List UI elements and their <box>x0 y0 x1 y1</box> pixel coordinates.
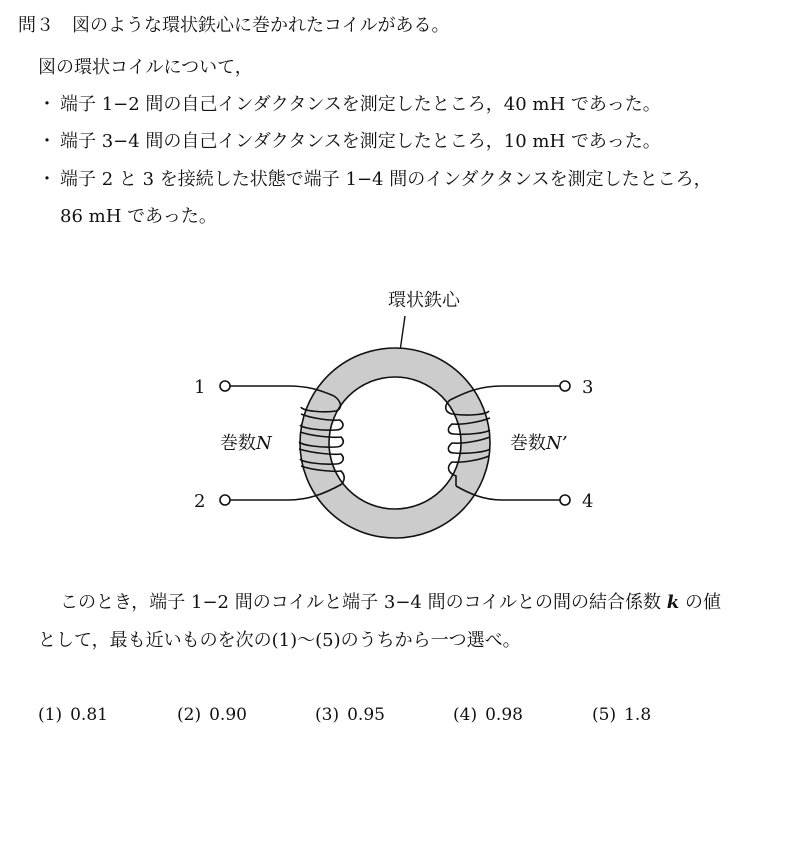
bullet-item-3-continuation: 86 mH であった。 <box>60 206 217 227</box>
choice-4[interactable] <box>453 703 523 727</box>
terminal-label-1: 1 <box>194 377 206 398</box>
choice-number: (1) <box>38 705 63 725</box>
choice-number: (5) <box>592 705 617 725</box>
choice-number: (4) <box>453 705 478 725</box>
terminal-1 <box>220 381 230 391</box>
bullet-text-1: 端子 1−2 間の自己インダクタンスを測定したところ，40 mH であった。 <box>60 94 661 115</box>
bullet-item-1 <box>38 93 661 117</box>
terminal-4 <box>560 495 570 505</box>
choice-value: 0.90 <box>209 705 247 725</box>
bullet-mark: ・ <box>38 94 56 115</box>
bullet-mark: ・ <box>38 131 56 152</box>
bullet-item-2 <box>38 130 661 154</box>
coupling-coefficient-var: k <box>666 592 680 613</box>
left-turns-text: 巻数 <box>220 433 256 454</box>
bullet-text-3: 端子 2 と 3 を接続した状態で端子 1−4 間のインダクタンスを測定したところ， <box>60 169 712 190</box>
choice-value: 1.8 <box>624 705 652 725</box>
left-turns-label <box>220 433 273 454</box>
intro-text: 図の環状コイルについて， <box>38 57 253 78</box>
bullet-mark: ・ <box>38 169 56 190</box>
choice-1[interactable] <box>38 703 108 727</box>
bullet-text-2: 端子 3−4 間の自己インダクタンスを測定したところ，10 mH であった。 <box>60 131 661 152</box>
bullet-item-3 <box>38 168 712 192</box>
terminal-label-4: 4 <box>582 491 594 512</box>
question-body-line-2: として，最も近いものを次の(1)～(5)のうちから一つ選べ。 <box>38 630 521 651</box>
choice-5[interactable] <box>592 703 651 727</box>
toroidal-coil-figure <box>150 278 630 550</box>
terminal-label-3: 3 <box>582 377 594 398</box>
left-turns-var: N <box>256 433 272 454</box>
terminal-label-2: 2 <box>194 491 206 512</box>
question-body-line-1 <box>60 591 721 615</box>
core-label: 環状鉄心 <box>388 290 460 311</box>
choice-2[interactable] <box>177 703 247 727</box>
choice-value: 0.81 <box>70 705 108 725</box>
body-text-post: の値 <box>679 592 721 613</box>
right-turns-var: N’ <box>546 433 568 454</box>
terminal-2 <box>220 495 230 505</box>
choice-number: (2) <box>177 705 202 725</box>
body-text-pre: このとき，端子 1−2 間のコイルと端子 3−4 間のコイルとの間の結合係数 <box>60 592 667 613</box>
right-turns-text: 巻数 <box>510 433 546 454</box>
terminal-3 <box>560 381 570 391</box>
choice-3[interactable] <box>315 703 385 727</box>
choice-number: (3) <box>315 705 340 725</box>
choice-value: 0.95 <box>347 705 385 725</box>
question-title: 問３ 図のような環状鉄心に巻かれたコイルがある。 <box>18 15 450 36</box>
right-turns-label <box>510 433 567 454</box>
choice-value: 0.98 <box>485 705 523 725</box>
